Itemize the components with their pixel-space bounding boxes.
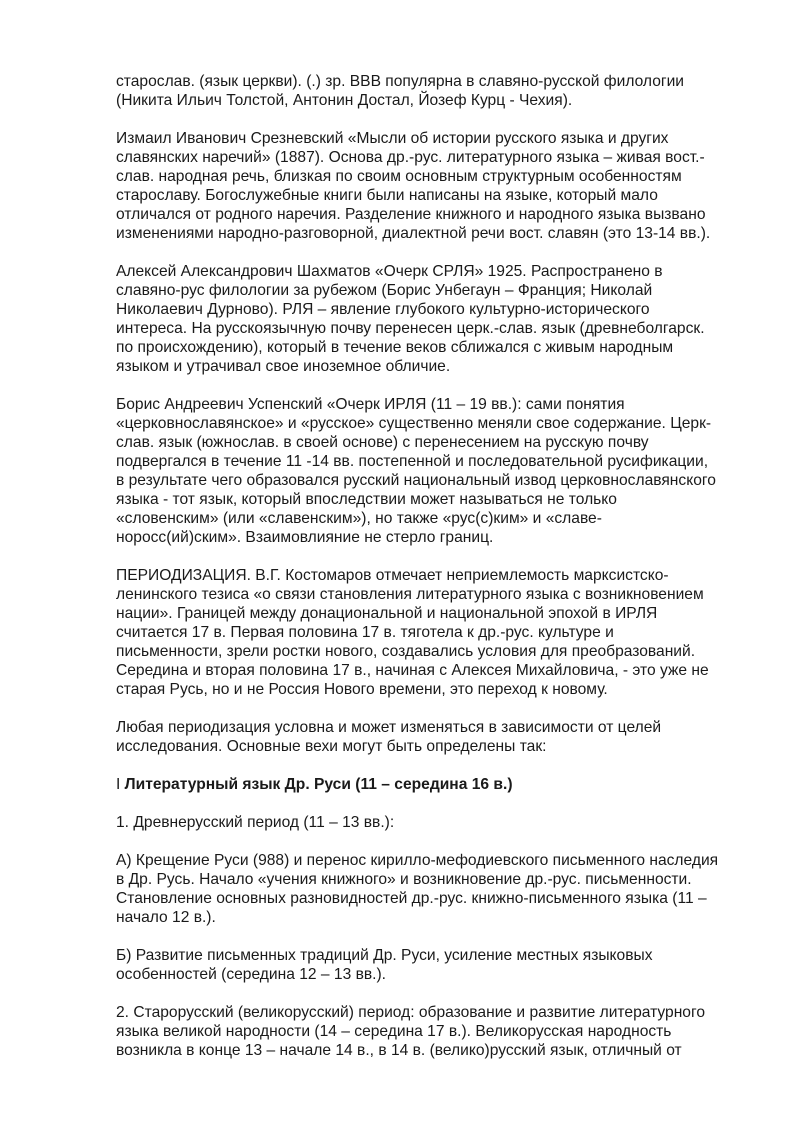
text-line: «словенским» (или «славенским»), но также «рус(с)ким» и «славе- [116, 510, 602, 527]
paragraph-1 [116, 72, 748, 110]
text-line: особенностей (середина 12 – 13 вв.). [116, 966, 386, 983]
document-page [116, 72, 748, 1060]
text-line: Б) Развитие письменных традиций Др. Руси, усиление местных языковых [116, 947, 653, 964]
paragraph-uspensky [116, 395, 748, 547]
text-line: Николаевич Дурново). РЛЯ – явление глубокого культурно-исторического [116, 301, 650, 318]
text-line: языком и утрачивал свое иноземное обличие. [116, 358, 451, 375]
text-line: слав. язык (южнослав. в своей основе) с перенесением на русскую почву [116, 434, 649, 451]
text-line: изменениями народно-разговорной, диалектной речи вост. славян (это 13-14 вв.). [116, 225, 711, 242]
text-line: интереса. На русскоязычную почву перенесен церк.-слав. язык (древнеболгарск. [116, 320, 705, 337]
text-line: А) Крещение Руси (988) и перенос кирилло-мефодиевского письменного наследия [116, 852, 719, 869]
section-heading [116, 775, 748, 794]
text-line: старослав. (язык церкви). (.) зр. ВВВ популярна в славяно-русской филологии [116, 73, 684, 90]
text-line: в результате чего образовался русский национальный извод церковнославянского [116, 472, 716, 489]
text-line: 2. Старорусский (великорусский) период: образование и развитие литературного [116, 1004, 705, 1021]
item-a [116, 851, 748, 927]
text-line: нации». Границей между донациональной и национальной эпохой в ИРЛЯ [116, 605, 658, 622]
heading-line [116, 775, 748, 794]
text-line: старая Русь, но и не Россия Нового времени, это переход к новому. [116, 681, 608, 698]
text-line: «церковнославянское» и «русское» существенно меняли свое содержание. Церк- [116, 415, 712, 432]
text-line: языка великой народности (14 – середина 17 в.). Великорусская народность [116, 1023, 672, 1040]
text-line: Середина и вторая половина 17 в., начиная с Алексея Михайловича, - это уже не [116, 662, 709, 679]
text-line: славянских наречий» (1887). Основа др.-рус. литературного языка – живая вост.- [116, 149, 705, 166]
subsection-great-russian [116, 1003, 748, 1060]
subsection-old-russian [116, 813, 748, 832]
text-line: старославу. Богослужебные книги были написаны на языке, который мало [116, 187, 658, 204]
text-line: отличался от родного наречия. Разделение книжного и народного языка вызвано [116, 206, 706, 223]
text-line: ПЕРИОДИЗАЦИЯ. В.Г. Костомаров отмечает неприемлемость марксистско- [116, 567, 669, 584]
text-line: письменности, зрели ростки нового, создавались условия для преобразований. [116, 643, 696, 660]
paragraph-shakhmatov [116, 262, 748, 376]
text-line: начало 12 в.). [116, 909, 216, 926]
text-line: (Никита Ильич Толстой, Антонин Достал, Йозеф Курц - Чехия). [116, 92, 573, 109]
text-line: в Др. Русь. Начало «учения книжного» и возникновение др.-рус. письменности. [116, 871, 692, 888]
text-line: Алексей Александрович Шахматов «Очерк СРЛЯ» 1925. Распространено в [116, 263, 663, 280]
text-line: Борис Андреевич Успенский «Очерк ИРЛЯ (11 – 19 вв.): сами понятия [116, 396, 625, 413]
paragraph-periodization [116, 566, 748, 699]
text-line: Любая периодизация условна и может изменяться в зависимости от целей [116, 719, 662, 736]
text-line: Измаил Иванович Срезневский «Мысли об истории русского языка и других [116, 130, 669, 147]
text-line: подвергался в течение 11 -14 вв. постепенной и последовательной русификации, [116, 453, 709, 470]
text-line: считается 17 в. Первая половина 17 в. тяготела к др.-рус. культуре и [116, 624, 614, 641]
text-line: исследования. Основные вехи могут быть определены так: [116, 738, 547, 755]
item-b [116, 946, 748, 984]
text-line: языка - тот язык, который впоследствии может называться не только [116, 491, 617, 508]
text-line: возникла в конце 13 – начале 14 в., в 14 в. (велико)русский язык, отличный от [116, 1042, 682, 1059]
heading-title: Литературный язык Др. Руси (11 – середина 16 в.) [124, 776, 513, 793]
text-line: по происхождению), который в течение веков сближался с живым народным [116, 339, 674, 356]
text-line: 1. Древнерусский период (11 – 13 вв.): [116, 814, 395, 831]
text-line: нoросс(ий)ским». Взаимовлияние не стерло границ. [116, 529, 494, 546]
text-line: слав. народная речь, близкая по своим основным структурным особенностям [116, 168, 682, 185]
text-line: славяно-рус филологии за рубежом (Борис Унбегаун – Франция; Николай [116, 282, 653, 299]
paragraph-conditional [116, 718, 748, 756]
text-line: Становление основных разновидностей др.-рус. книжно-письменного языка (11 – [116, 890, 707, 907]
heading-numeral: I [116, 776, 125, 793]
paragraph-sreznevsky [116, 129, 748, 243]
text-line: ленинского тезиса «о связи становления литературного языка с возникновением [116, 586, 704, 603]
